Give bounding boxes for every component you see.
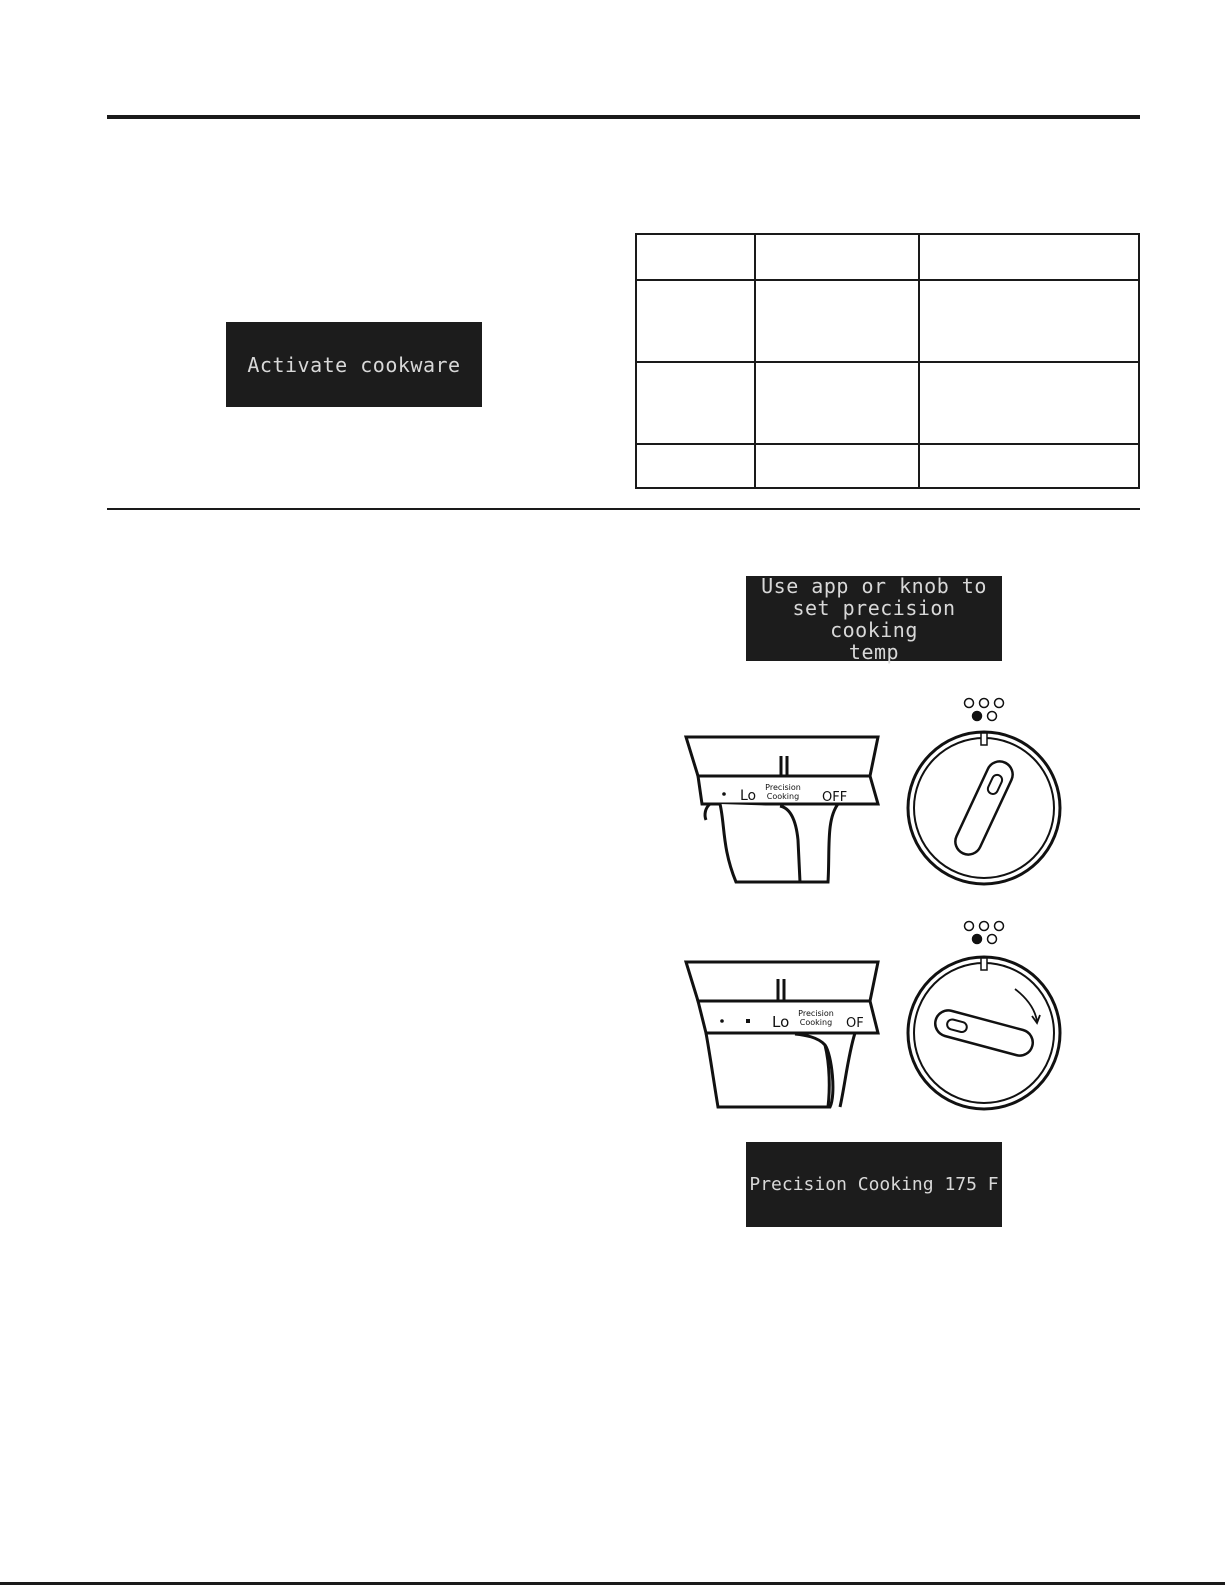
label-lo: Lo	[740, 788, 757, 804]
display-line-3: temp	[848, 639, 900, 664]
tick-dot	[722, 792, 726, 796]
section-divider	[107, 508, 1140, 510]
knob-dial-front	[908, 732, 1060, 884]
table-cell	[636, 280, 755, 362]
display-precision-temp	[746, 1142, 1002, 1227]
table-cell	[919, 362, 1139, 444]
top-rule	[107, 115, 1140, 119]
knob-dial-front	[908, 957, 1060, 1109]
clockwise-arrow-icon	[1015, 989, 1040, 1023]
table-row	[636, 362, 1139, 444]
burner-position-dots-icon	[965, 699, 1004, 721]
table-header-cell	[755, 234, 919, 280]
burner-position-dots-icon	[965, 922, 1004, 944]
display-set-temp	[746, 573, 1002, 664]
display-text: Activate cookware	[247, 352, 461, 377]
table-row	[636, 280, 1139, 362]
table-header-cell	[636, 234, 755, 280]
table-cell	[919, 444, 1139, 488]
knob-figure-1	[680, 690, 1070, 890]
label-off: OFF	[822, 790, 848, 805]
tick-dot	[720, 1019, 724, 1023]
table-row	[636, 444, 1139, 488]
table-header-cell	[919, 234, 1139, 280]
display-line-2: set precision cooking	[792, 595, 956, 642]
table-cell	[919, 280, 1139, 362]
label-off: OF	[846, 1016, 864, 1031]
label-cooking: Cooking	[799, 1018, 833, 1027]
label-cooking: Cooking	[766, 792, 800, 801]
tick-dot	[746, 1019, 750, 1023]
table-cell	[755, 280, 919, 362]
display-text: Precision Cooking 175 F	[749, 1174, 999, 1195]
table-cell	[636, 444, 755, 488]
label-lo: Lo	[772, 1013, 790, 1031]
knob-figure-2	[680, 915, 1070, 1115]
label-precision: Precision	[798, 1009, 834, 1018]
knob-side-view	[686, 962, 878, 1107]
settings-table	[635, 233, 1140, 489]
display-line-1: Use app or knob to	[761, 573, 987, 598]
knob-side-view	[686, 737, 878, 882]
display-activate-cookware	[226, 322, 482, 407]
label-precision: Precision	[765, 783, 801, 792]
table-cell	[636, 362, 755, 444]
table-cell	[755, 362, 919, 444]
table-cell	[755, 444, 919, 488]
